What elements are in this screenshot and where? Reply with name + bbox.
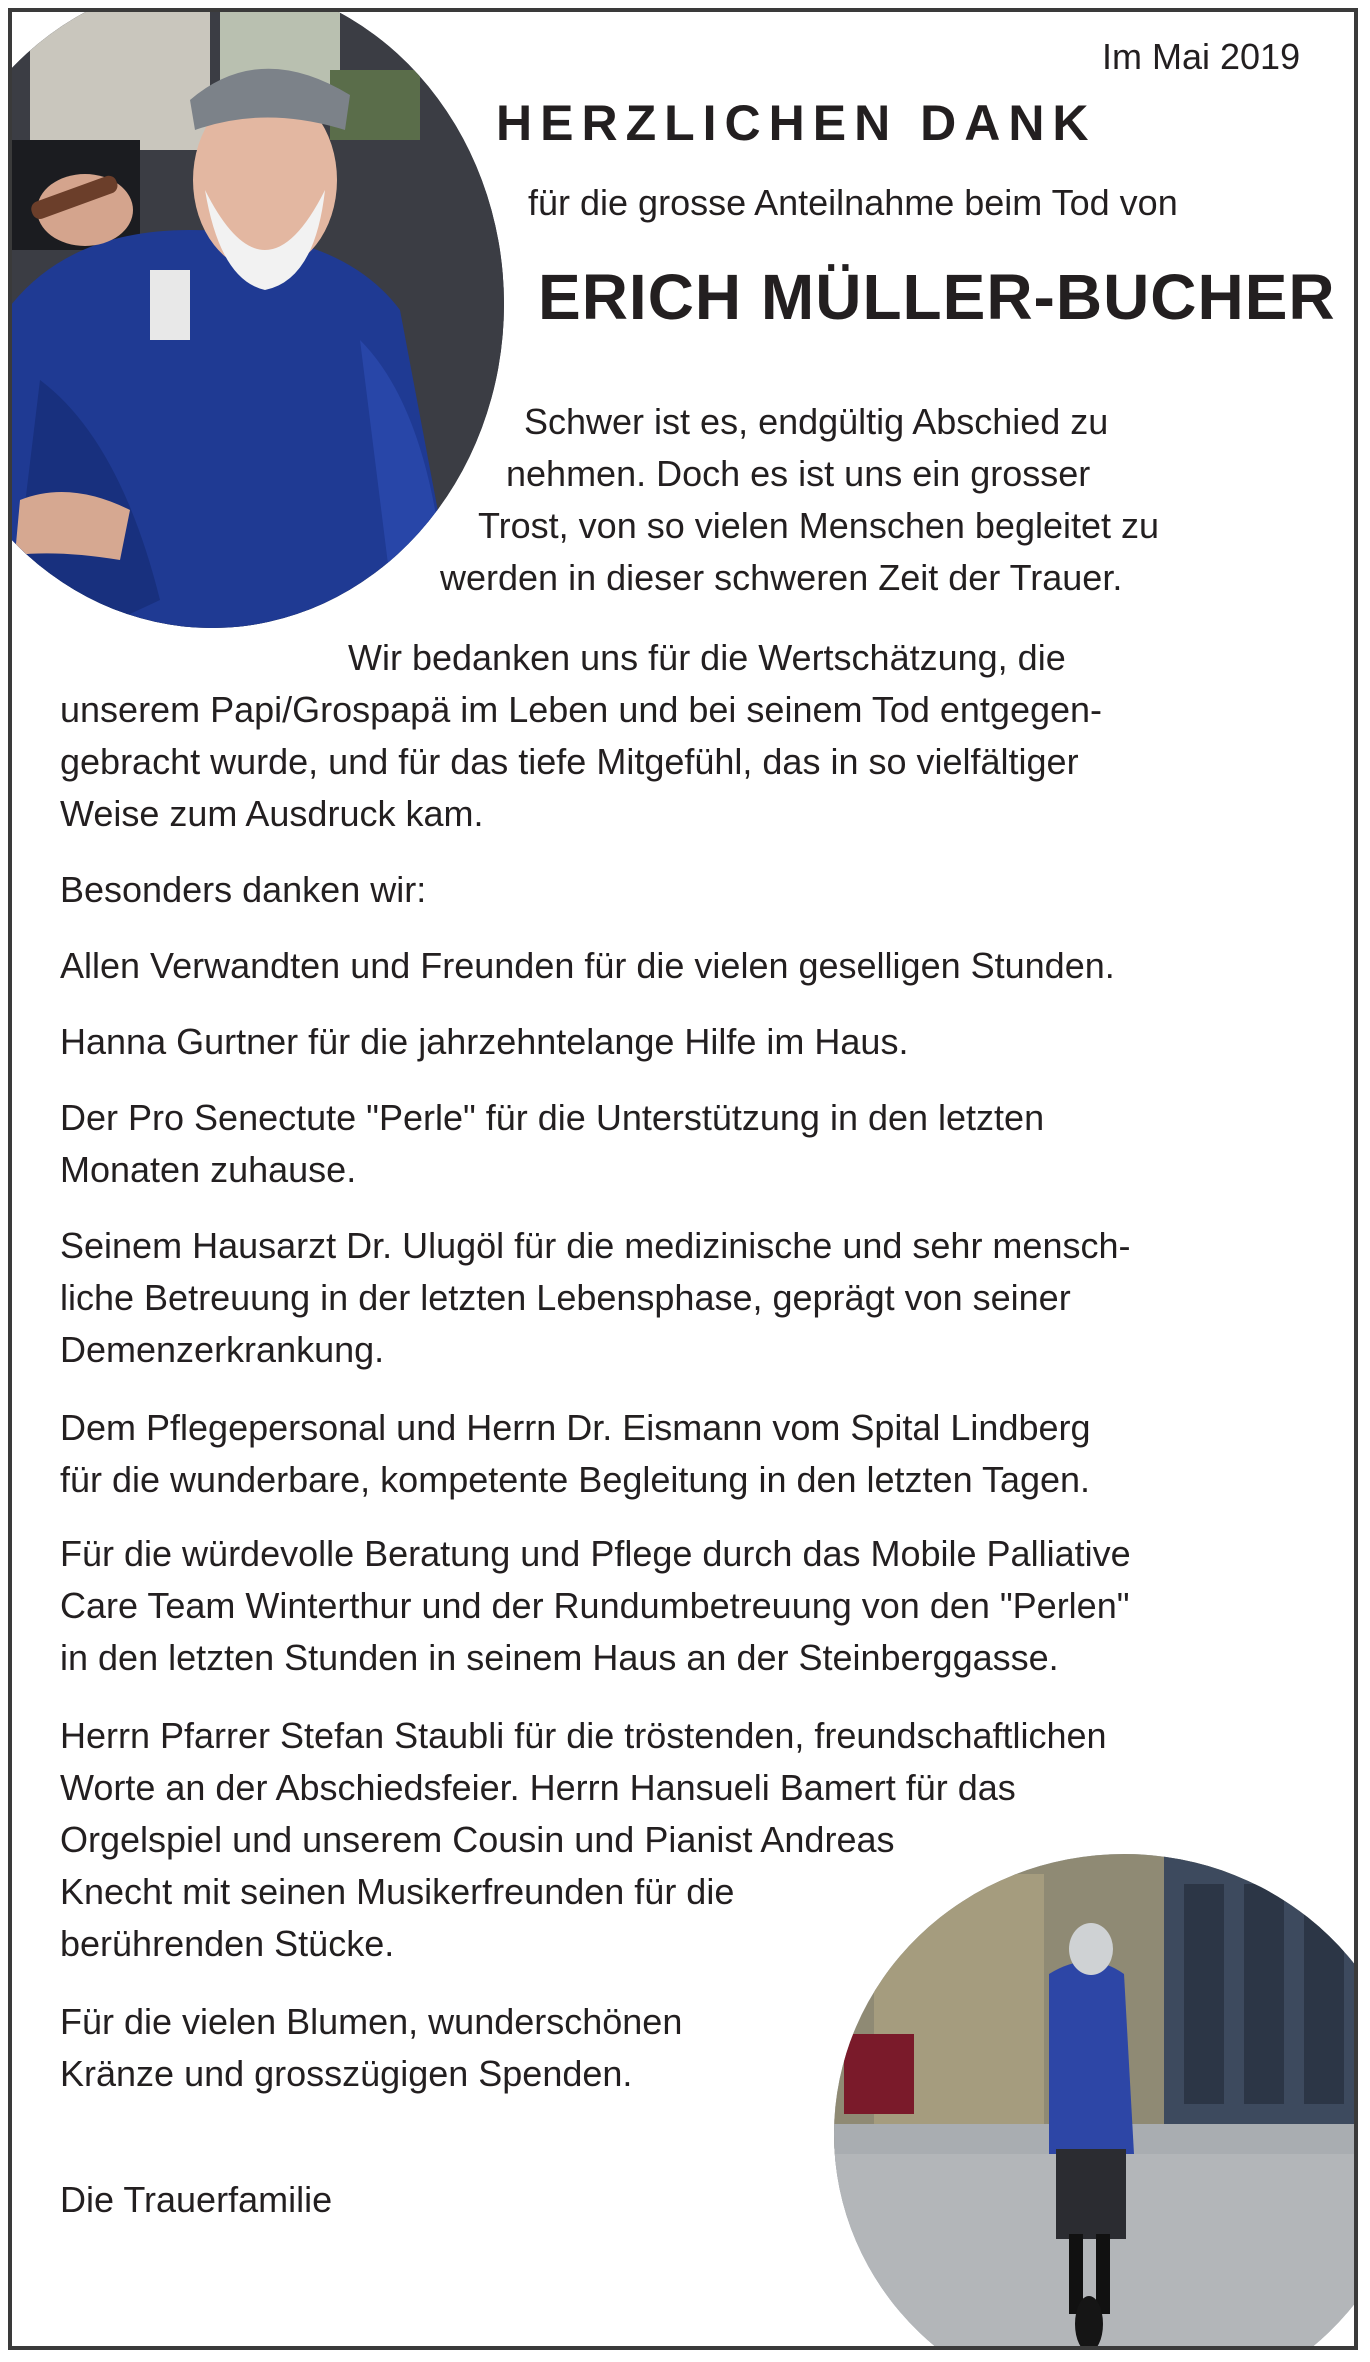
obituary-notice — [8, 8, 1358, 2350]
paragraph-line: Kränze und grosszügigen Spenden. — [60, 2053, 633, 2094]
paragraph-line: Knecht mit seinen Musikerfreunden für die — [60, 1871, 735, 1912]
paragraph-line: Allen Verwandten und Freunden für die vielen geselligen Stunden. — [60, 945, 1115, 986]
paragraph-line: Orgelspiel und unserem Cousin und Pianist Andreas — [60, 1819, 895, 1860]
paragraph-line: Hanna Gurtner für die jahrzehntelange Hilfe im Haus. — [60, 1021, 909, 1062]
thanks-line: Wir bedanken uns für die Wertschätzung, die — [348, 637, 1066, 678]
paragraph-line: Care Team Winterthur und der Rundumbetreuung von den "Perlen" — [60, 1585, 1130, 1626]
paragraph-line: Demenzerkrankung. — [60, 1329, 385, 1370]
deceased-name: ERICH MÜLLER-BUCHER — [538, 261, 1336, 333]
special-intro: Besonders danken wir: — [60, 869, 427, 910]
paragraph-line: Für die vielen Blumen, wunderschönen — [60, 2001, 683, 2042]
paragraph-line: für die wunderbare, kompetente Begleitung in den letzten Tagen. — [60, 1459, 1091, 1500]
intro-line: nehmen. Doch es ist uns ein grosser — [506, 453, 1091, 494]
paragraph-line: Worte an der Abschiedsfeier. Herrn Hansueli Bamert für das — [60, 1767, 1016, 1808]
thanks-line: gebracht wurde, und für das tiefe Mitgefühl, das in so vielfältiger — [60, 741, 1079, 782]
notice-subheading: für die grosse Anteilnahme beim Tod von — [528, 182, 1178, 223]
paragraph-line: in den letzten Stunden in seinem Haus an der Steinberggasse. — [60, 1637, 1059, 1678]
intro-line: werden in dieser schweren Zeit der Trauer. — [440, 557, 1123, 598]
intro-line: Trost, von so vielen Menschen begleitet zu — [478, 505, 1160, 546]
portrait-photo — [8, 8, 504, 628]
notice-heading: HERZLICHEN DANK — [496, 95, 1097, 151]
paragraph-line: berührenden Stücke. — [60, 1923, 395, 1964]
paragraph-line: Monaten zuhause. — [60, 1149, 357, 1190]
scooter-photo-icon — [834, 1854, 1358, 2350]
paragraph-line: Für die würdevolle Beratung und Pflege durch das Mobile Palliative — [60, 1533, 1131, 1574]
signature: Die Trauerfamilie — [60, 2179, 333, 2220]
scooter-photo — [834, 1854, 1358, 2350]
thanks-line: unserem Papi/Grospapä im Leben und bei seinem Tod entgegen- — [60, 689, 1103, 730]
paragraph-line: Der Pro Senectute "Perle" für die Unterstützung in den letzten — [60, 1097, 1045, 1138]
paragraph-line: Seinem Hausarzt Dr. Ulugöl für die medizinische und sehr mensch- — [60, 1225, 1131, 1266]
thanks-line: Weise zum Ausdruck kam. — [60, 793, 484, 834]
paragraph-line: Dem Pflegepersonal und Herrn Dr. Eismann vom Spital Lindberg — [60, 1407, 1091, 1448]
portrait-photo-icon — [8, 8, 504, 628]
notice-date: Im Mai 2019 — [1102, 36, 1301, 77]
intro-line: Schwer ist es, endgültig Abschied zu — [524, 401, 1109, 442]
paragraph-line: liche Betreuung in der letzten Lebensphase, geprägt von seiner — [60, 1277, 1071, 1318]
paragraph-line: Herrn Pfarrer Stefan Staubli für die tröstenden, freundschaftlichen — [60, 1715, 1107, 1756]
